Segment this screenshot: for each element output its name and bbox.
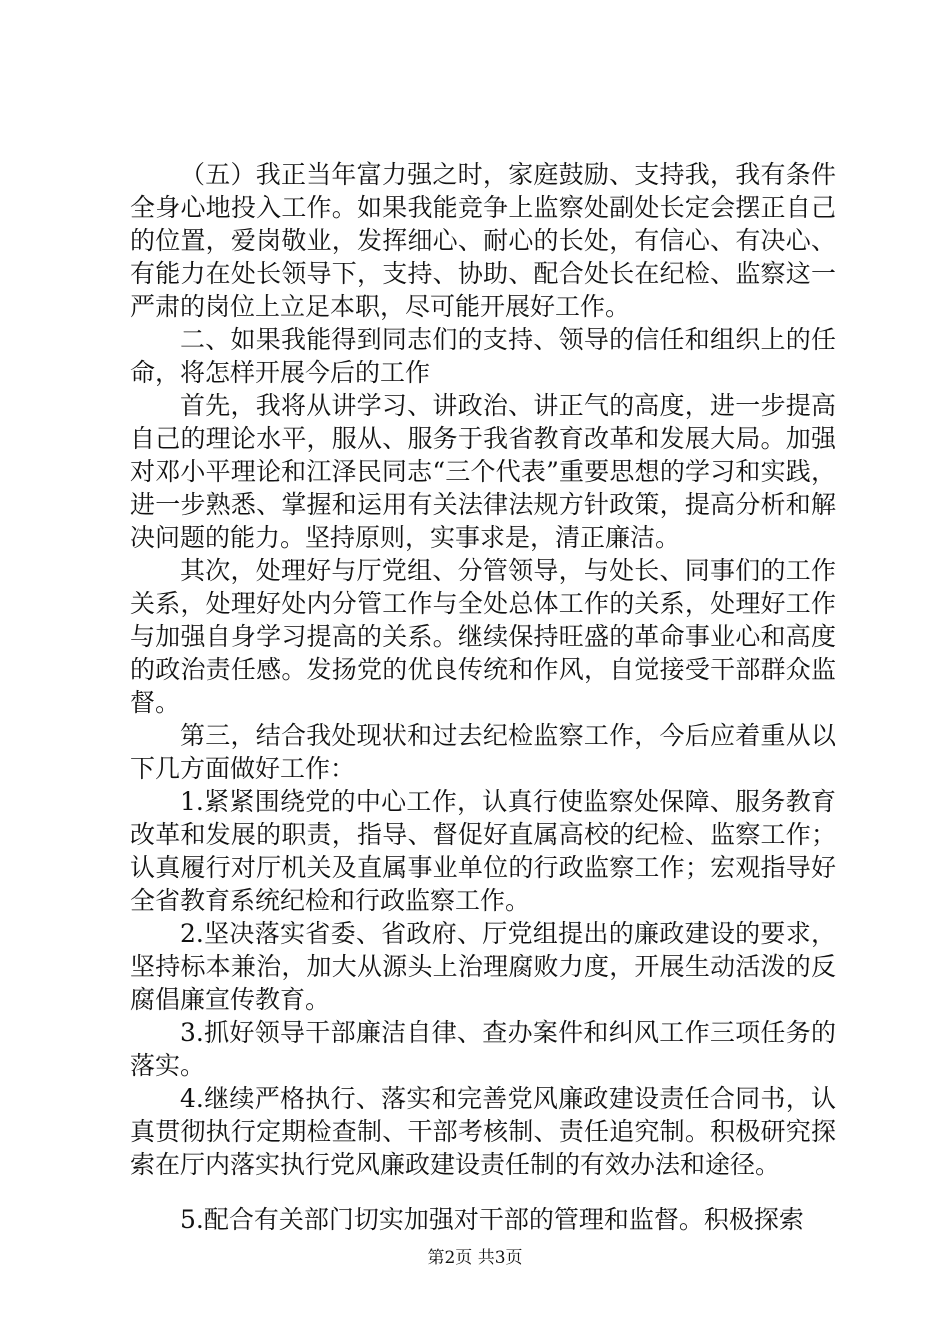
list-item-1: 1.紧紧围绕党的中心工作，认真行使监察处保障、服务教育改革和发展的职责，指导、督促好直属高校的纪检、监察工作；认真履行对厅机关及直属事业单位的行政监察工作；宏观指导好全省教育系统纪检和行政监察工作。 bbox=[130, 787, 836, 915]
paragraph-first-study: 首先，我将从讲学习、讲政治、讲正气的高度，进一步提高自己的理论水平，服从、服务于我省教育改革和发展大局。加强对邓小平理论和江泽民同志“三个代表”重要思想的学习和实践，进一步熟悉、掌握和运用有关法律法规方针政策，提高分析和解决问题的能力。坚持原则，实事求是，清正廉洁。 bbox=[130, 391, 836, 552]
paragraph-item-5-conditions: （五）我正当年富力强之时，家庭鼓励、支持我，我有条件全身心地投入工作。如果我能竞争上监察处副处长定会摆正自己的位置，爱岗敬业，发挥细心、耐心的长处，有信心、有决心、有能力在处长领导下，支持、协助、配合处长在纪检、监察这一严肃的岗位上立足本职，尽可能开展好工作。 bbox=[130, 160, 836, 321]
list-item-5: 5.配合有关部门切实加强对干部的管理和监督。积极探索 bbox=[180, 1205, 804, 1234]
document-body bbox=[130, 158, 836, 1236]
list-item-2: 2.坚决落实省委、省政府、厅党组提出的廉政建设的要求，坚持标本兼治，加大从源头上治理腐败力度，开展生动活泼的反腐倡廉宣传教育。 bbox=[130, 919, 836, 1014]
paragraph-second-relations: 其次，处理好与厅党组、分管领导，与处长、同事们的工作关系，处理好处内分管工作与全处总体工作的关系，处理好工作与加强自身学习提高的关系。继续保持旺盛的革命事业心和高度的政治责任感。发扬党的优良传统和作风，自觉接受干部群众监督。 bbox=[130, 556, 836, 717]
list-item-4: 4.继续严格执行、落实和完善党风廉政建设责任合同书，认真贯彻执行定期检查制、干部考核制、责任追究制。积极研究探索在厅内落实执行党风廉政建设责任制的有效办法和途径。 bbox=[130, 1084, 836, 1179]
list-item-3: 3.抓好领导干部廉洁自律、查办案件和纠风工作三项任务的落实。 bbox=[130, 1018, 836, 1080]
page-footer: 第2页 共3页 bbox=[427, 1248, 523, 1268]
paragraph-third-focus: 第三，结合我处现状和过去纪检监察工作，今后应着重从以下几方面做好工作： bbox=[130, 721, 836, 783]
paragraph-section-two-heading: 二、如果我能得到同志们的支持、领导的信任和组织上的任命，将怎样开展今后的工作 bbox=[130, 325, 836, 387]
